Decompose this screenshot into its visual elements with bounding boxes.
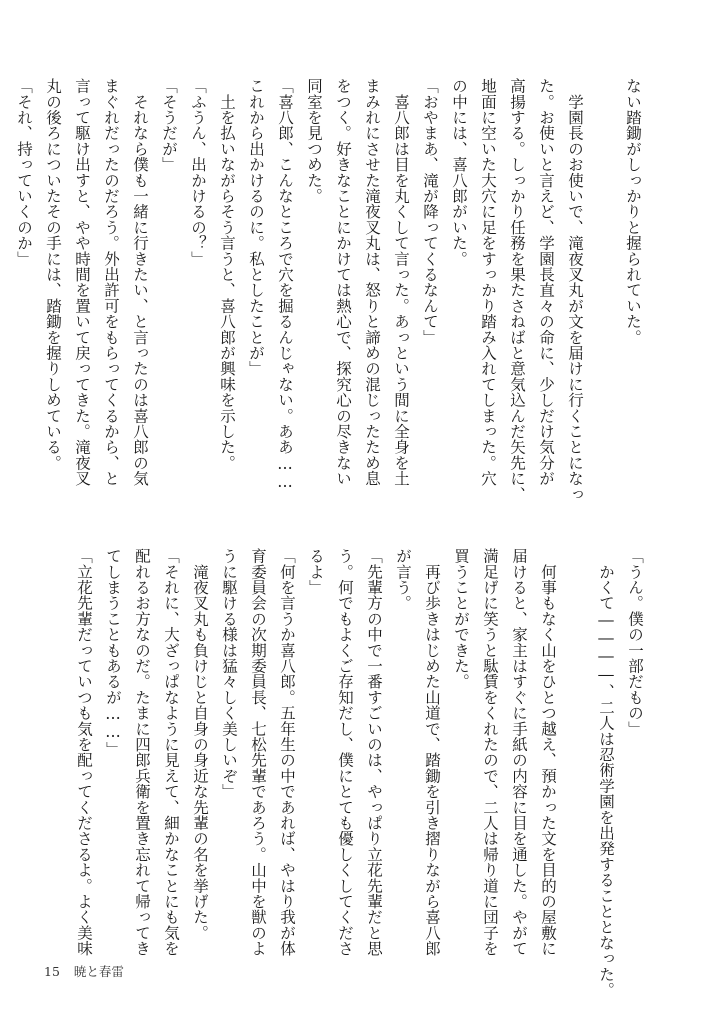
text-line: かくて――――、二人は忍術学園を出発することとなった。	[597, 548, 615, 998]
text-line: 学園長のお使いで、滝夜叉丸が文を届けに行くことになっ	[566, 78, 584, 502]
text-line: 「そうだが」	[160, 78, 178, 173]
text-line: 高揚する。しっかり任務を果たさねばと意気込んだ矢先に、	[508, 78, 526, 502]
text-line: 「先輩方の中で一番すごいのは、やっぱり立花先輩だと思	[365, 548, 383, 957]
text-line: 育委員会の次期委員長、七松先輩であろう。山中を獣のよ	[249, 548, 267, 957]
text-line: をつく。好きなことにかけては熱心で、探究心の尽きない	[334, 78, 352, 487]
text-line: ない踏鋤がしっかりと握られていた。	[624, 78, 642, 345]
text-line: う。何でもよくご存知だし、僕にとても優しくしてくださ	[336, 548, 354, 957]
text-line	[589, 78, 618, 478]
text-line: これから出かけるのに。私としたことが」	[247, 78, 265, 377]
text-line: 喜八郎は目を丸くして言った。あっという間に全身を土	[392, 78, 410, 487]
text-line: 言って駆け出すと、やや時間を置いて戻ってきた。滝夜叉	[73, 78, 91, 487]
text-line: 買うことができた。	[452, 548, 470, 690]
text-line: た。お使いと言えど、学園長直々の命に、少しだけ気分が	[537, 78, 555, 487]
text-line: 配れるお方なのだ。たまに四郎兵衛を置き忘れて帰ってき	[133, 548, 151, 957]
text-line: 滝夜叉丸も負けじと自身の身近な先輩の名を挙げた。	[191, 548, 209, 941]
text-line: 「それに、大ざっぱなように見えて、細かなことにも気を	[162, 548, 180, 957]
text-line: 丸の後ろについたその手には、踏鋤を握りしめている。	[44, 78, 62, 471]
text-line: 「おやまあ、滝が降ってくるなんて」	[421, 78, 439, 345]
text-line: 「それ、持っていくのか」	[15, 78, 33, 267]
text-line: るよ」	[307, 548, 325, 596]
text-line: 「うん。僕の一部だもの」	[626, 548, 644, 737]
text-line: 土を払いながらそう言うと、喜八郎が興味を示した。	[218, 78, 236, 471]
text-line: それなら僕も一緒に行きたい、と言ったのは喜八郎の気	[131, 78, 149, 487]
page-number: 15	[44, 964, 60, 979]
book-title: 暁と春雷	[73, 964, 124, 979]
text-line: 満足げに笑うと駄賃をくれたので、二人は帰り道に団子を	[481, 548, 499, 957]
text-line: が言う。	[394, 548, 412, 611]
text-line: 同室を見つめた。	[305, 78, 323, 204]
text-line: 「何を言うか喜八郎。五年生の中であれば、やはり我が体	[278, 548, 296, 957]
text-line: まぐれだったのだろう。外出許可をもらってくるから、と	[102, 78, 120, 487]
page-footer	[44, 962, 124, 980]
text-line: 再び歩きはじめた山道で、踏鋤を引き摺りながら喜八郎	[423, 548, 441, 957]
text-line: 何事もなく山をひとつ越え、預かった文を目的の屋敷に	[539, 548, 557, 957]
text-line: まみれにさせた滝夜叉丸は、怒りと諦めの混じったため息	[363, 78, 381, 487]
text-line: の中には、喜八郎がいた。	[450, 78, 468, 267]
text-line: 地面に空いた大穴に足をすっかり踏み入れてしまった。穴	[479, 78, 497, 487]
text-line: 届けると、家主はすぐに手紙の内容に目を通した。やがて	[510, 548, 528, 957]
text-line	[562, 548, 591, 948]
text-line: てしまうこともあるが……」	[104, 548, 122, 758]
upper-text-block	[9, 78, 647, 502]
text-line: 「立花先輩だっていつも気を配ってくださるよ。よく美味	[75, 548, 93, 957]
text-line: うに駆ける様は猛々しく美しいぞ」	[220, 548, 238, 800]
text-line: 「ふうん、出かけるの？」	[189, 78, 207, 267]
text-line: 「喜八郎、こんなところで穴を掘るんじゃない。ああ……	[276, 78, 294, 492]
